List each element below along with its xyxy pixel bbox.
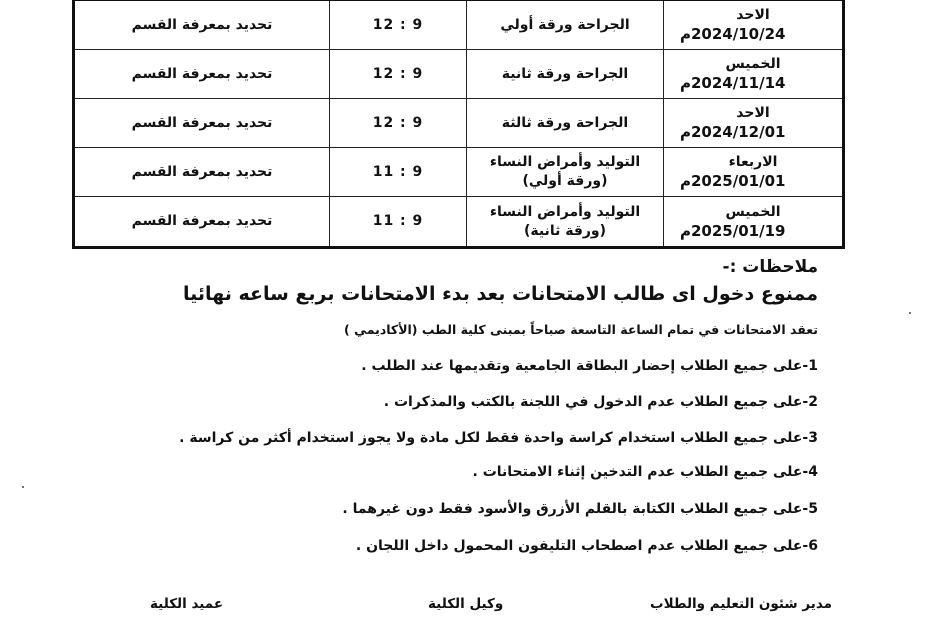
day-name: الخميس	[725, 203, 781, 220]
subject-name: الجراحة ورقة أولي	[500, 16, 630, 33]
exam-place: تحديد بمعرفة القسم	[74, 0, 330, 50]
exam-date: 2024/11/14م	[680, 74, 786, 92]
scan-speck	[909, 312, 911, 314]
exam-date: 2025/01/01م	[680, 172, 786, 190]
exam-time: 12 : 9	[330, 0, 467, 50]
day-cell	[664, 148, 844, 197]
day-name: الاحد	[736, 7, 770, 23]
day-cell	[664, 99, 844, 148]
exam-time: 12 : 9	[330, 99, 467, 148]
subject-name: الجراحة ورقة ثانية	[501, 65, 629, 82]
scan-speck	[22, 486, 24, 488]
exam-date: 2024/10/24م	[680, 25, 786, 43]
subject-name: التوليد وأمراض النساء	[489, 154, 641, 170]
rule-item: 1-على جميع الطلاب إحضار البطاقة الجامعية وتقديمها عند الطلب .	[361, 358, 818, 374]
subject-paper: (ورقة أولي)	[522, 173, 608, 189]
subject-name: التوليد وأمراض النساء	[489, 203, 641, 220]
table-row	[74, 99, 844, 148]
signature-education-affairs-director: مدير شئون التعليم والطلاب	[650, 596, 832, 612]
subject-cell	[467, 197, 664, 248]
exam-place: تحديد بمعرفة القسم	[74, 50, 330, 99]
exam-time: 11 : 9	[330, 148, 467, 197]
signature-dean: عميد الكلية	[150, 596, 224, 612]
day-name: الاربعاء	[728, 154, 778, 170]
rule-item: 3-على جميع الطلاب استخدام كراسة واحدة فقط لكل مادة ولا يجوز استخدام أكثر من كراسة .	[179, 430, 818, 446]
rule-item: 4-على جميع الطلاب عدم التدخين إثناء الامتحانات .	[472, 464, 818, 480]
subject-cell	[467, 50, 664, 99]
day-cell	[664, 197, 844, 248]
day-name: الخميس	[725, 56, 781, 72]
day-name: الاحد	[736, 105, 770, 121]
table-row	[74, 0, 844, 50]
table-row	[74, 197, 844, 248]
late-entry-warning: ممنوع دخول اى طالب الامتحانات بعد بدء الامتحانات بربع ساعه نهائيا	[183, 283, 818, 305]
subject-cell	[467, 148, 664, 197]
notes-title: ملاحظات :-	[722, 257, 818, 277]
day-cell	[664, 50, 844, 99]
signature-vice-dean: وكيل الكلية	[428, 596, 504, 612]
rule-item: 5-على جميع الطلاب الكتابة بالقلم الأزرق والأسود فقط دون غيرهما .	[342, 501, 818, 517]
exam-time: 12 : 9	[330, 50, 467, 99]
subject-cell	[467, 99, 664, 148]
exam-place: تحديد بمعرفة القسم	[74, 99, 330, 148]
day-cell	[664, 0, 844, 50]
table-row	[74, 50, 844, 99]
rule-item: 2-على جميع الطلاب عدم الدخول في اللجنة بالكتب والمذكرات .	[383, 394, 818, 410]
exam-time: 11 : 9	[330, 197, 467, 248]
exam-place: تحديد بمعرفة القسم	[74, 148, 330, 197]
exam-schedule-table	[72, 0, 845, 249]
subject-cell	[467, 0, 664, 50]
exam-date: 2024/12/01م	[680, 123, 786, 141]
table-row	[74, 148, 844, 197]
exam-location-note: تعقد الامتحانات في تمام الساعة التاسعة صباحاً بمبنى كلية الطب (الأكاديمي )	[344, 322, 818, 337]
subject-paper: (ورقة ثانية)	[523, 222, 607, 239]
subject-name: الجراحة ورقة ثالثة	[501, 114, 629, 131]
exam-place: تحديد بمعرفة القسم	[74, 197, 330, 248]
rule-item: 6-على جميع الطلاب عدم اصطحاب التليفون المحمول داخل اللجان .	[355, 538, 818, 554]
exam-date: 2025/01/19م	[680, 221, 786, 240]
